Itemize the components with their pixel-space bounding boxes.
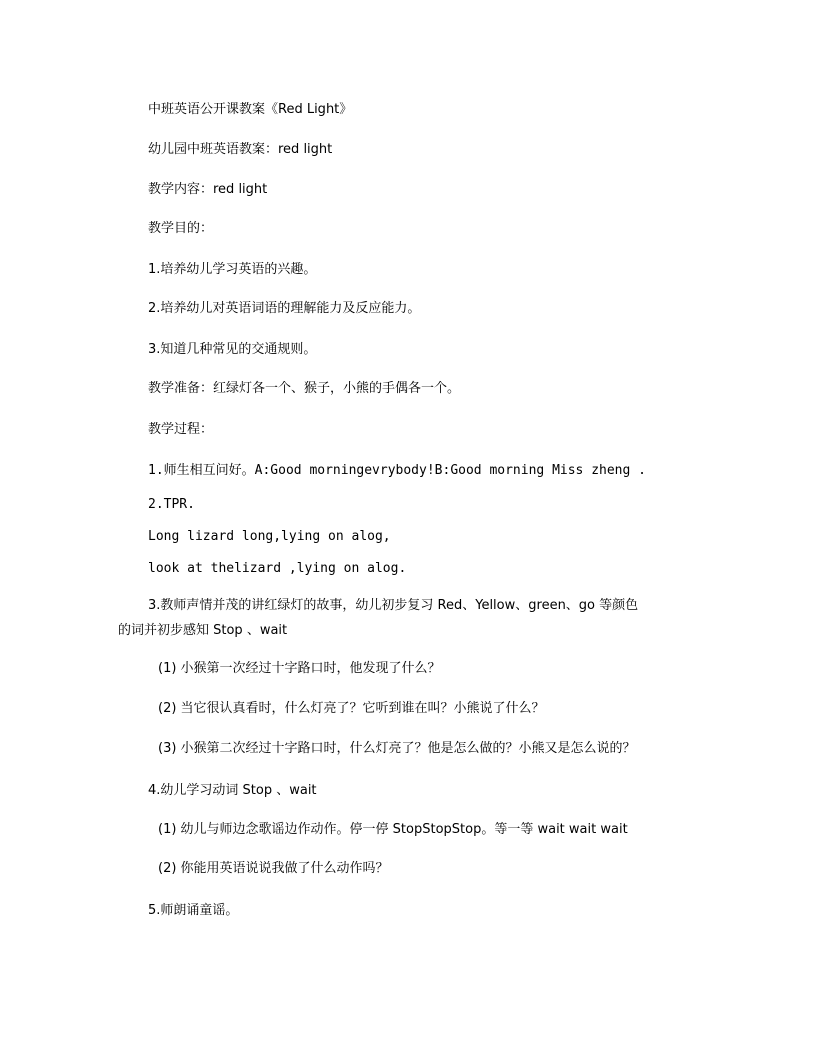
- question-3: (3) 小猴第二次经过十字路口时，什么灯亮了？他是怎么做的？小熊又是怎么说的？: [158, 741, 636, 756]
- doc-subtitle: 幼儿园中班英语教案：red light: [148, 142, 333, 157]
- rhyme-line-1: Long lizard long,lying on alog,: [148, 529, 391, 544]
- question-1: (1) 小猴第一次经过十字路口时，他发现了什么？: [158, 661, 441, 676]
- rhyme-line-2: look at thelizard ,lying on alog.: [148, 561, 407, 576]
- goals-heading: 教学目的：: [148, 221, 214, 236]
- teaching-prep: 教学准备：红绿灯各一个、猴子，小熊的手偶各一个。: [148, 381, 461, 396]
- step-3-line-1: 3.教师声情并茂的讲红绿灯的故事，幼儿初步复习 Red、Yellow、green、go 等颜色: [148, 598, 639, 613]
- step-2: 2.TPR.: [148, 497, 195, 512]
- goal-3: 3.知道几种常见的交通规则。: [148, 342, 317, 357]
- step-4-sub-2: (2) 你能用英语说说我做了什么动作吗？: [158, 861, 389, 876]
- goal-2: 2.培养幼儿对英语词语的理解能力及反应能力。: [148, 301, 421, 316]
- step-4: 4.幼儿学习动词 Stop 、wait: [148, 783, 317, 798]
- teaching-content: 教学内容：red light: [148, 182, 268, 197]
- step-4-sub-1: (1) 幼儿与师边念歌谣边作动作。停一停 StopStopStop。等一等 wait wait wait: [158, 822, 628, 837]
- doc-title: 中班英语公开课教案《Red Light》: [148, 102, 353, 117]
- step-3-line-2: 的词并初步感知 Stop 、wait: [118, 623, 288, 638]
- step-1: 1.师生相互问好。A:Good morningevrybody!B:Good morning Miss zheng .: [148, 463, 646, 478]
- question-2: (2) 当它很认真看时，什么灯亮了？它听到谁在叫？小熊说了什么？: [158, 701, 545, 716]
- step-5: 5.师朗诵童谣。: [148, 903, 239, 918]
- process-heading: 教学过程：: [148, 422, 214, 437]
- goal-1: 1.培养幼儿学习英语的兴趣。: [148, 262, 317, 277]
